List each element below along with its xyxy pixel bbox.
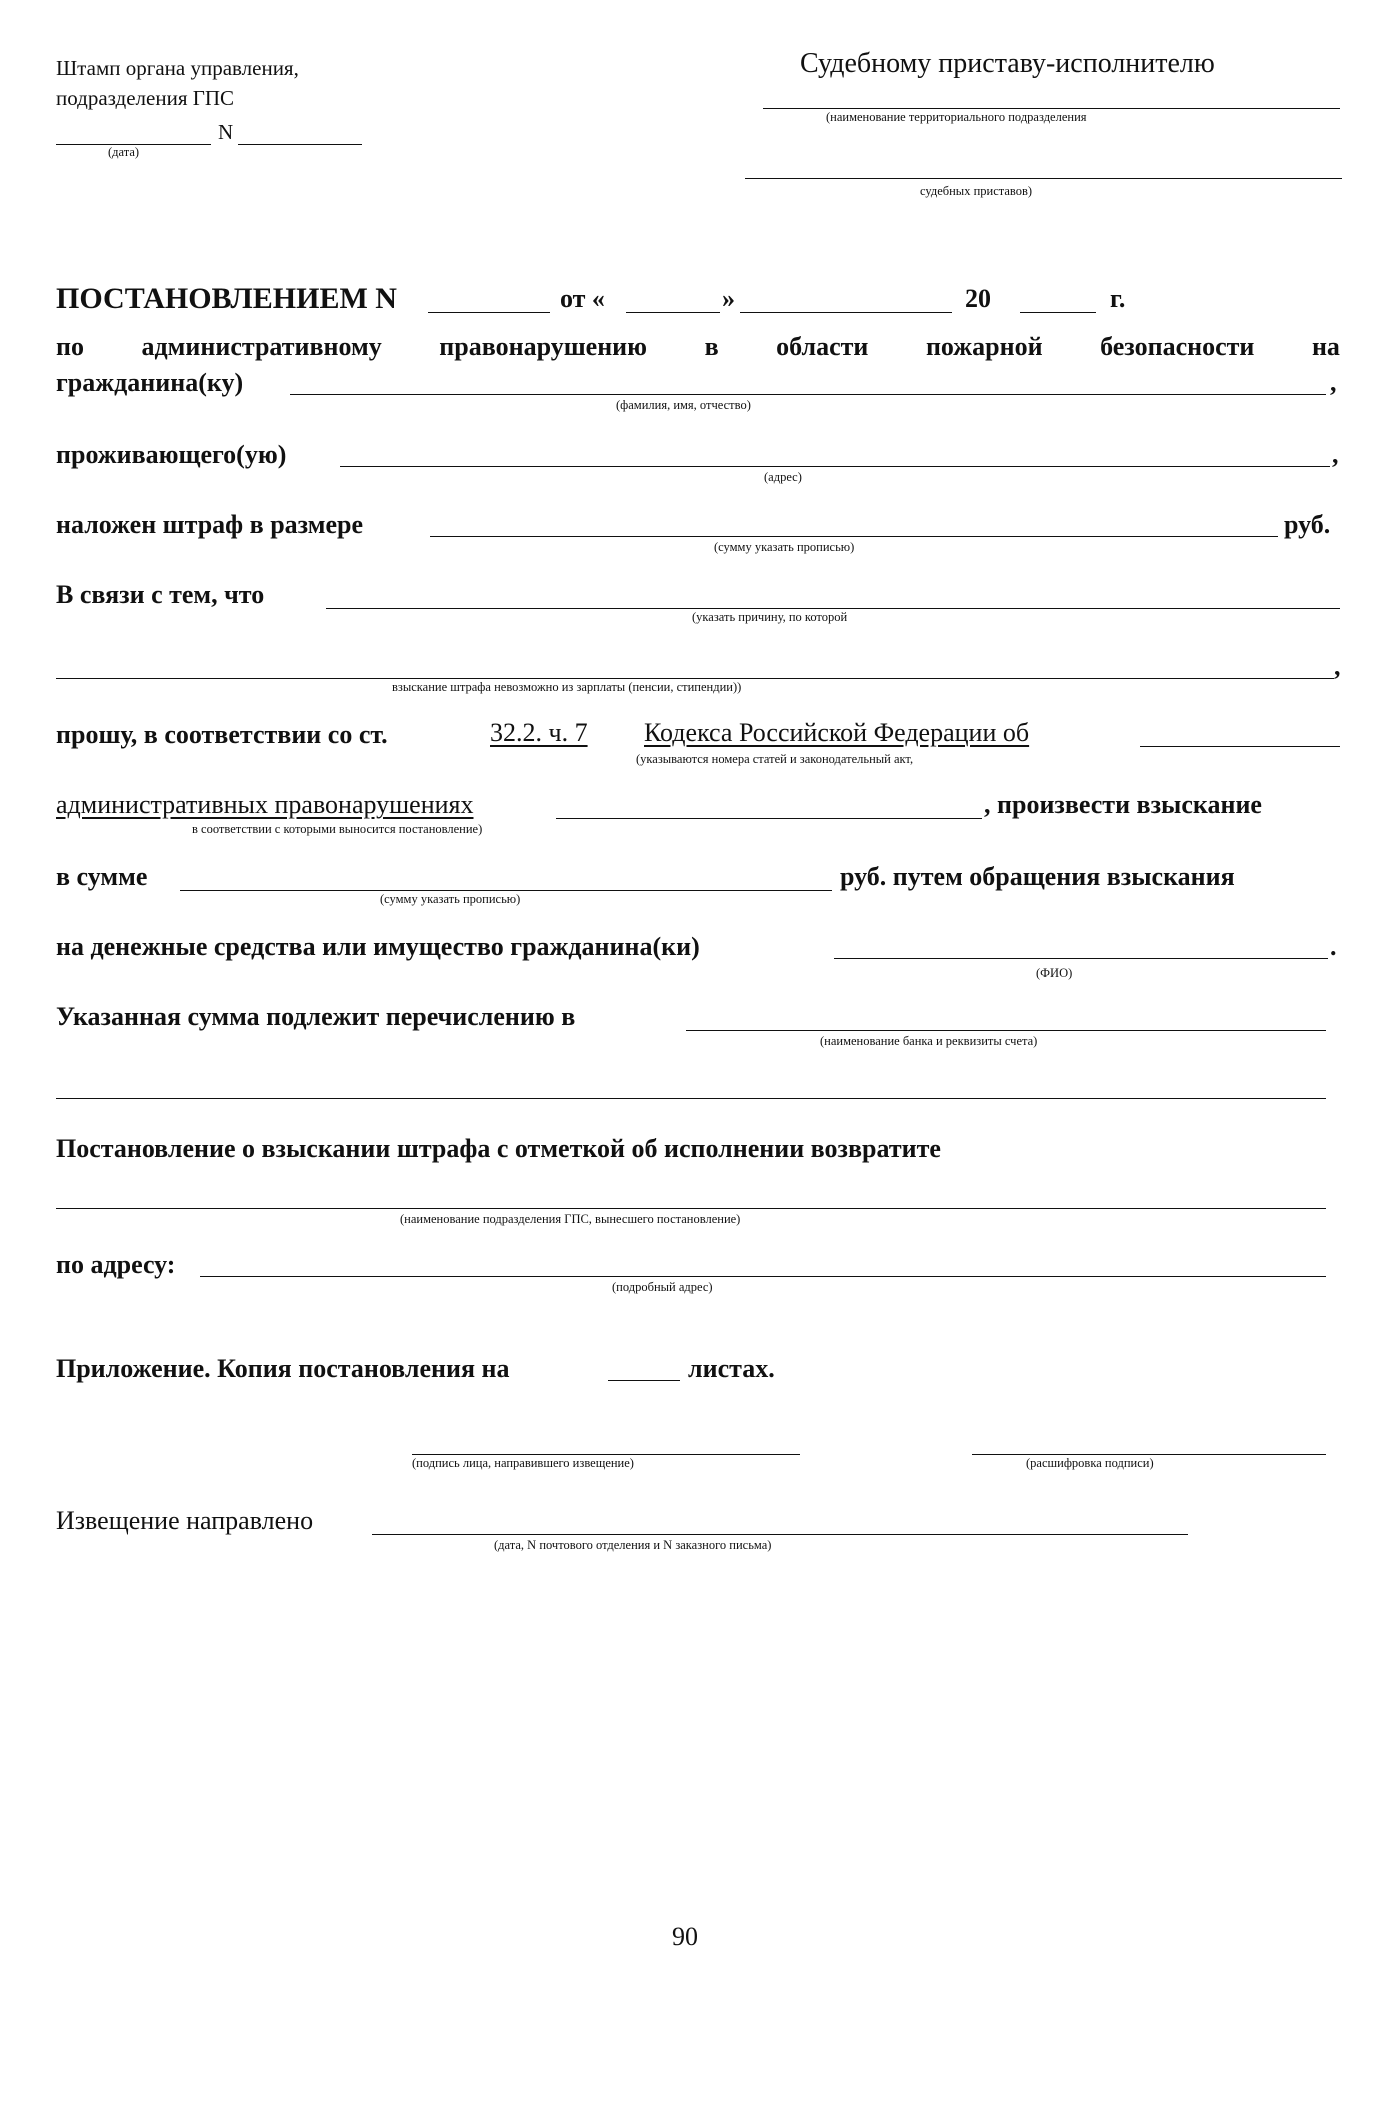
funds-label: на денежные средства или имущество гражданина(ки) (56, 932, 700, 961)
page-number: 90 (672, 1922, 698, 1951)
residing-caption: (адрес) (764, 470, 802, 484)
stamp-line-1: Штамп органа управления, (56, 56, 299, 80)
because-caption: (указать причину, по которой (692, 610, 848, 624)
residing-comma: , (1332, 440, 1339, 469)
heading-title: ПОСТАНОВЛЕНИЕМ N (56, 282, 397, 315)
heading-from: от « (560, 284, 605, 313)
notice-label: Извещение направлено (56, 1506, 314, 1535)
address-label: по адресу: (56, 1250, 176, 1279)
citizen-name-line[interactable] (290, 394, 1326, 395)
return-caption: (наименование подразделения ГПС, вынесшего постановление) (400, 1212, 741, 1226)
because-line[interactable] (326, 608, 1340, 609)
attachment-label: Приложение. Копия постановления на (56, 1354, 510, 1383)
because-line-2[interactable] (56, 678, 1334, 679)
sum-line[interactable] (180, 890, 832, 891)
offense-word: в (704, 332, 719, 361)
request-article: 32.2. ч. 7 (490, 718, 588, 747)
stamp-number-sign: N (218, 120, 234, 144)
offense-word: на (1311, 332, 1340, 361)
offense-word: безопасности (1100, 332, 1255, 361)
offense-word: административному (141, 332, 382, 361)
citizen-comma: , (1330, 368, 1337, 397)
attachment-tail: листах. (688, 1354, 775, 1383)
funds-caption: (ФИО) (1036, 966, 1073, 980)
fine-rub: руб. (1284, 510, 1331, 539)
because-comma: , (1334, 652, 1341, 681)
funds-period: . (1330, 932, 1337, 961)
signature-line[interactable] (412, 1454, 800, 1455)
addressee-caption-2: судебных приставов) (920, 184, 1033, 198)
signature-caption: (подпись лица, направившего извещение) (412, 1456, 634, 1470)
because-label: В связи с тем, что (56, 580, 265, 609)
address-caption: (подробный адрес) (612, 1280, 713, 1294)
residing-label: проживающего(ую) (56, 440, 287, 469)
collect-text: , произвести взыскание (984, 790, 1262, 819)
sum-label: в сумме (56, 862, 148, 891)
offense-line (56, 332, 1340, 362)
code-line: административных правонарушениях (56, 790, 474, 819)
fine-caption: (сумму указать прописью) (714, 540, 855, 554)
addressee-caption-1: (наименование территориального подразделения (826, 110, 1087, 124)
citizen-caption: (фамилия, имя, отчество) (616, 398, 751, 412)
stamp-line-2: подразделения ГПС (56, 86, 235, 110)
offense-word: правонарушению (439, 332, 648, 361)
offense-word: пожарной (925, 332, 1043, 361)
heading-year-suffix: г. (1110, 284, 1126, 313)
addressee-title: Судебному приставу-исполнителю (800, 48, 1215, 79)
addressee-line-2[interactable] (745, 178, 1342, 179)
code-line-rest[interactable] (556, 818, 982, 819)
transfer-caption: (наименование банка и реквизиты счета) (820, 1034, 1038, 1048)
decode-signature-line[interactable] (972, 1454, 1326, 1455)
heading-month-line[interactable] (740, 312, 952, 313)
sum-caption: (сумму указать прописью) (380, 892, 521, 906)
fine-amount-line[interactable] (430, 536, 1278, 537)
notice-caption: (дата, N почтового отделения и N заказного письма) (494, 1538, 772, 1552)
request-label: прошу, в соответствии со ст. (56, 720, 388, 749)
stamp-number-line[interactable] (238, 144, 362, 145)
request-line[interactable] (1140, 746, 1340, 747)
sum-tail: руб. путем обращения взыскания (840, 862, 1235, 891)
transfer-line[interactable] (686, 1030, 1326, 1031)
heading-day-line[interactable] (626, 312, 720, 313)
heading-year: 20 (965, 284, 991, 313)
fine-label: наложен штраф в размере (56, 510, 363, 539)
request-code: Кодекса Российской Федерации об (644, 718, 1030, 747)
because-caption-2: взыскание штрафа невозможно из зарплаты (пенсии, стипендии)) (392, 680, 742, 694)
return-line[interactable] (56, 1208, 1326, 1209)
stamp-date-caption: (дата) (108, 145, 140, 159)
residing-address-line[interactable] (340, 466, 1330, 467)
transfer-line-2[interactable] (56, 1098, 1326, 1099)
notice-line[interactable] (372, 1534, 1188, 1535)
request-caption: (указываются номера статей и законодательный акт, (636, 752, 914, 766)
addressee-line-1[interactable] (763, 108, 1340, 109)
citizen-label: гражданина(ку) (56, 368, 244, 397)
attachment-pages-line[interactable] (608, 1380, 680, 1381)
code-caption: в соответствии с которыми выносится постановление) (192, 822, 483, 836)
offense-word: области (776, 332, 869, 361)
address-line[interactable] (200, 1276, 1326, 1277)
heading-quote-close: » (722, 284, 735, 313)
transfer-label: Указанная сумма подлежит перечислению в (56, 1002, 576, 1031)
heading-number-line[interactable] (428, 312, 550, 313)
heading-year-line[interactable] (1020, 312, 1096, 313)
return-label: Постановление о взыскании штрафа с отметкой об исполнении возвратите (56, 1134, 941, 1163)
decode-signature-caption: (расшифровка подписи) (1026, 1456, 1154, 1470)
offense-word: по (56, 332, 84, 361)
funds-line[interactable] (834, 958, 1328, 959)
